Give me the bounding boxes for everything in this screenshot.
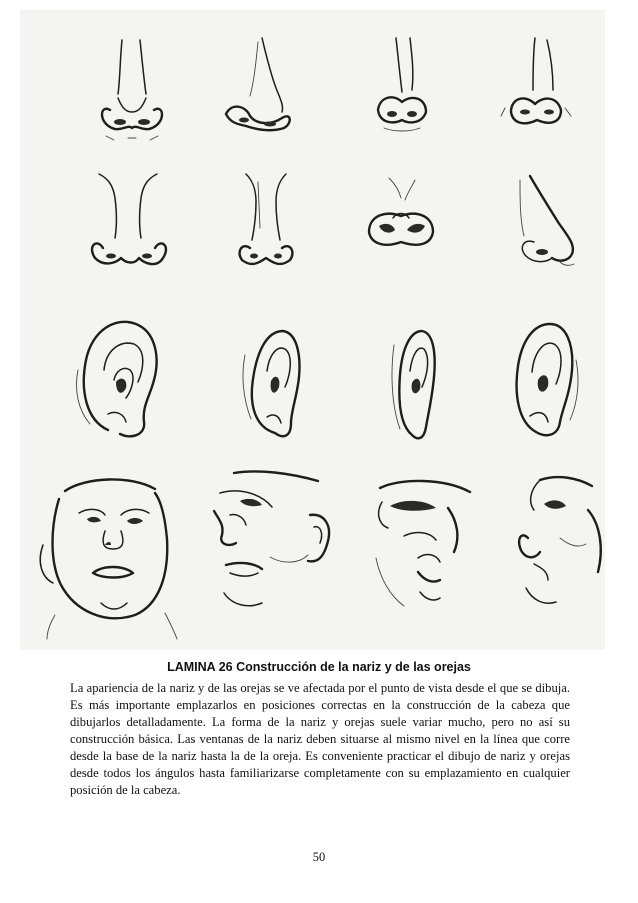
nose-profile-icon <box>480 170 610 280</box>
head-from-below-icon <box>360 468 490 623</box>
nose-front-narrow-icon <box>200 168 330 278</box>
page-number: 50 <box>312 850 326 864</box>
nose-from-below-icon <box>335 170 465 270</box>
ear-front-icon <box>60 310 190 450</box>
illustration-plate <box>20 10 605 650</box>
plate-caption: LAMINA 26 Construcción de la nariz y de las orejas <box>167 660 471 674</box>
ear-three-quarter-icon <box>205 315 335 450</box>
head-tilted-back-icon <box>500 468 610 628</box>
ear-side-icon <box>480 310 610 450</box>
head-tilted-up-icon <box>35 465 185 640</box>
nose-three-quarter-icon <box>200 32 330 142</box>
nose-below-icon <box>475 32 605 142</box>
head-profile-low-icon <box>200 465 350 625</box>
nose-front-icon <box>70 32 200 147</box>
nose-underside-icon <box>340 32 470 142</box>
ear-narrow-icon <box>350 315 480 450</box>
body-paragraph: La apariencia de la nariz y de las orejas se ve afectada por el punto de vista desde el que se dibuja. Es más importante emplazarlos en posiciones correctas en la construcción de la cabeza que dibujarlos detalladamente. La forma de la nariz y orejas suele variar mucho, pero no así su construcción básica. Las ventanas de la nariz deben situarse al mismo nivel en la línea que corre desde la base de la nariz hasta la de la oreja. Es conveniente practicar el dibujo de nariz y orejas desde todos los ángulos hasta familiarizarse completamente con su emplazamiento en cualquier posición de la cabeza. <box>70 681 570 797</box>
nose-front-wide-icon <box>65 168 195 278</box>
